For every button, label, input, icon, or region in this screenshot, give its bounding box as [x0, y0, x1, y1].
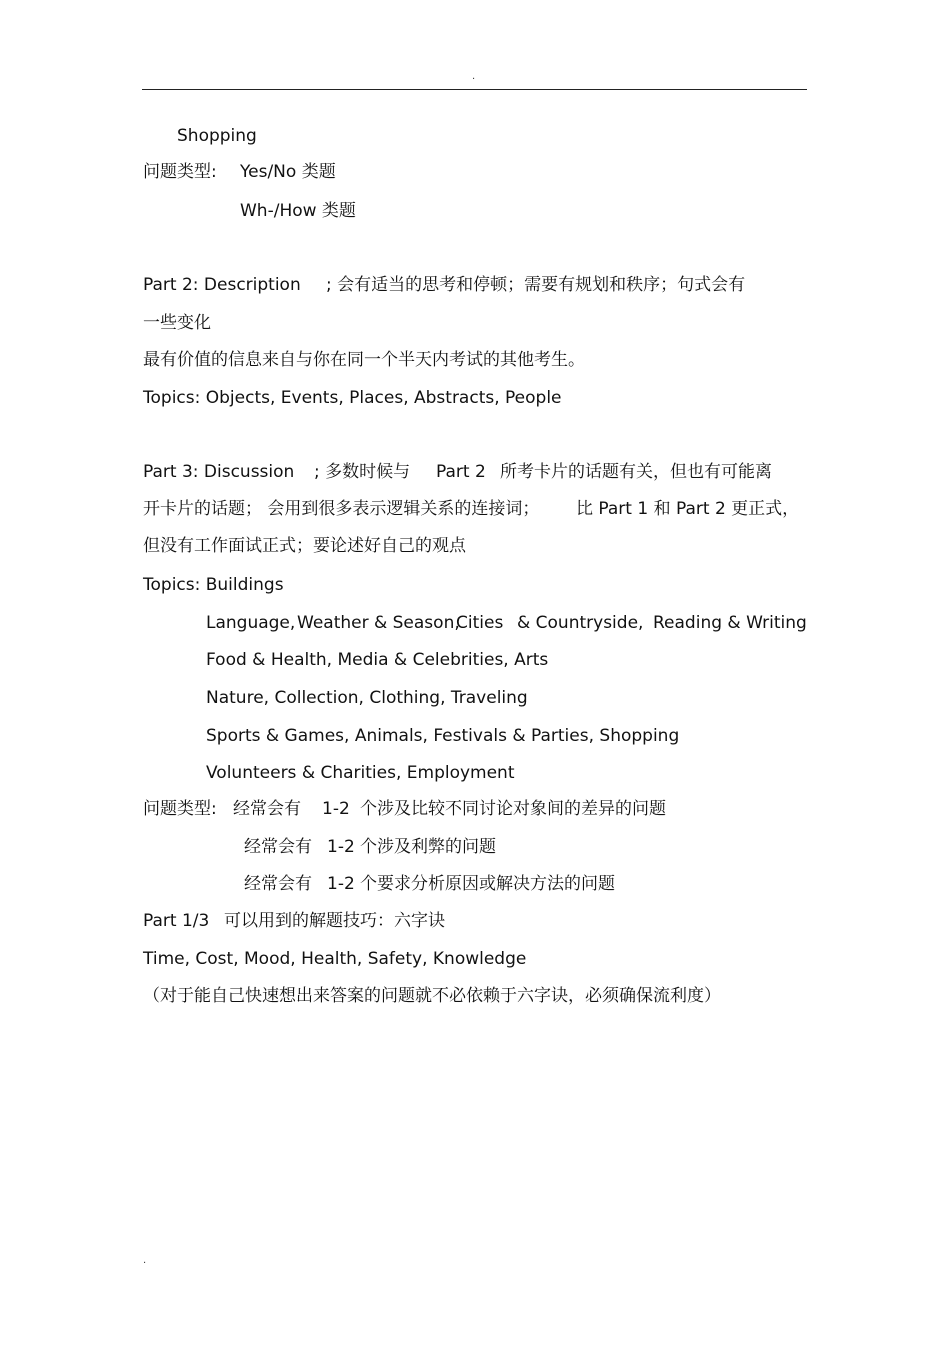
tips-heading-b: 可以用到的解题技巧：六字诀	[224, 911, 445, 931]
part2-heading: Part 2: Description	[143, 275, 301, 295]
part3-topic-row-1-d: & Countryside,	[517, 613, 644, 633]
part2-notes-cont: 一些变化	[143, 313, 211, 333]
part3-line1-c: 所考卡片的话题有关，但也有可能离	[500, 462, 772, 482]
part3-line3: 但没有工作面试正式；要论述好自己的观点	[143, 536, 466, 556]
part3-qtype-1-num: 1-2	[322, 799, 350, 819]
part3-topics-label: Topics: Buildings	[143, 575, 284, 595]
part3-topic-row-1-a: Language,	[206, 613, 296, 633]
footer-marker: .	[143, 1255, 147, 1266]
tips-heading-a: Part 1/3	[143, 911, 210, 931]
tips-note: （对于能自己快速想出来答案的问题就不必依赖于六字诀，必须确保流利度）	[143, 986, 721, 1006]
part1-qtype-1: Yes/No 类题	[240, 162, 336, 182]
part3-topic-row-3: Nature, Collection, Clothing, Traveling	[206, 688, 528, 708]
part3-line2-a: 开卡片的话题； 会用到很多表示逻辑关系的连接词；	[143, 499, 540, 519]
part3-qtype-1-rest: 个涉及比较不同讨论对象间的差异的问题	[360, 799, 666, 819]
part3-qtype-3-num: 1-2	[327, 874, 355, 894]
part2-notes: ; 会有适当的思考和停顿；需要有规划和秩序；句式会有	[326, 275, 746, 295]
part3-qtype-1-prefix: 经常会有	[233, 799, 301, 819]
part3-qtype-2-num: 1-2	[327, 837, 355, 857]
part3-topic-row-5: Volunteers & Charities, Employment	[206, 763, 515, 783]
part3-line1-b: Part 2	[436, 462, 486, 482]
part3-qtype-2-prefix: 经常会有	[244, 837, 312, 857]
part1-topic-tail: Shopping	[177, 126, 257, 146]
part2-topics: Topics: Objects, Events, Places, Abstracts, People	[143, 388, 562, 408]
part3-topic-row-4: Sports & Games, Animals, Festivals & Parties, Shopping	[206, 726, 680, 746]
part3-line1-a: ; 多数时候与	[314, 462, 411, 482]
part3-topic-row-1-b: Weather & Season,	[297, 613, 460, 633]
header-rule	[142, 89, 807, 90]
part2-tip: 最有价值的信息来自与你在同一个半天内考试的其他考生。	[143, 350, 585, 370]
part1-qtype-label: 问题类型:	[143, 162, 217, 182]
part3-topic-row-1-c: Cities	[456, 613, 504, 633]
part3-qtype-3-prefix: 经常会有	[244, 874, 312, 894]
part3-heading: Part 3: Discussion	[143, 462, 295, 482]
part3-topic-row-1-e: Reading & Writing	[653, 613, 807, 633]
part3-qtype-3-rest: 个要求分析原因或解决方法的问题	[360, 874, 615, 894]
tips-six-words: Time, Cost, Mood, Health, Safety, Knowledge	[143, 949, 527, 969]
header-marker: .	[472, 71, 476, 82]
part3-topic-row-2: Food & Health, Media & Celebrities, Arts	[206, 650, 549, 670]
part3-qtype-label: 问题类型:	[143, 799, 217, 819]
part3-line2-b: 比 Part 1 和 Part 2 更正式，	[576, 499, 800, 519]
part1-qtype-2: Wh-/How 类题	[240, 201, 356, 221]
part3-qtype-2-rest: 个涉及利弊的问题	[360, 837, 496, 857]
